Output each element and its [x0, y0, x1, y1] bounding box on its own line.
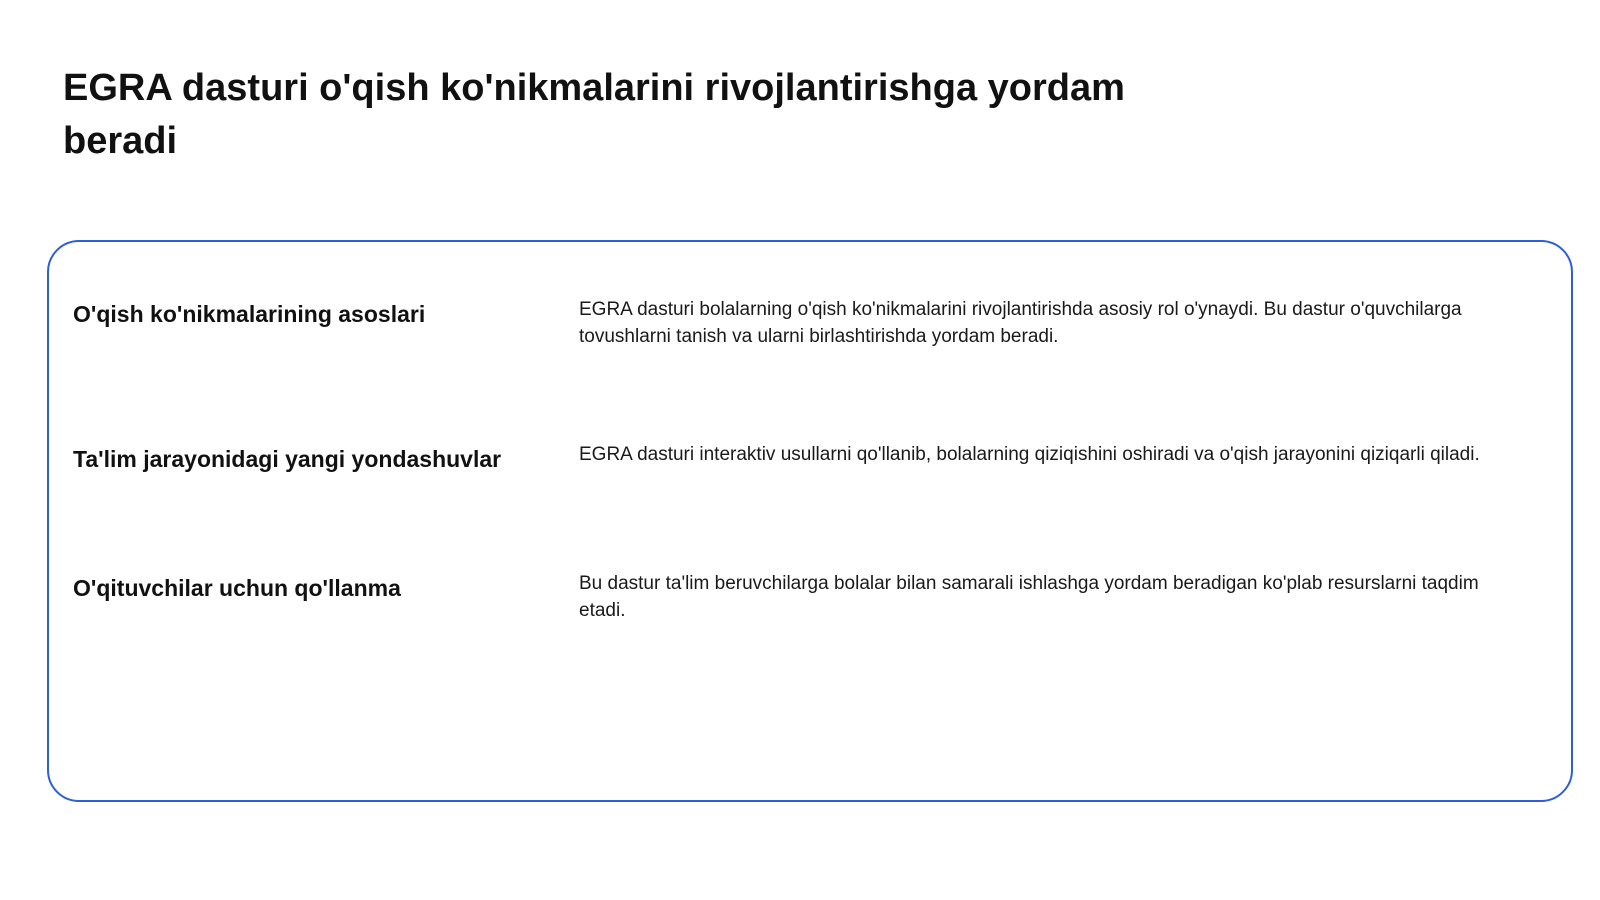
row-heading: O'qish ko'nikmalarining asoslari [73, 301, 426, 327]
row-heading: O'qituvchilar uchun qo'llanma [73, 575, 401, 601]
row-description: Bu dastur ta'lim beruvchilarga bolalar bilan samarali ishlashga yordam beradigan ko'plab resurslarni taqdim etadi. [579, 573, 1479, 621]
slide-title: EGRA dasturi o'qish ko'nikmalarini rivojlantirishga yordam beradi [63, 67, 1125, 162]
content-box [47, 240, 1573, 802]
row-heading: Ta'lim jarayonidagi yangi yondashuvlar [73, 446, 502, 472]
row-description: EGRA dasturi bolalarning o'qish ko'nikmalarini rivojlantirishda asosiy rol o'ynaydi. Bu dastur o'quvchilarga tovushlarni tanish va ularni birlashtirishda yordam beradi. [579, 299, 1462, 347]
row-description: EGRA dasturi interaktiv usullarni qo'llanib, bolalarning qiziqishini oshiradi va o'qish jarayonini qiziqarli qiladi. [579, 444, 1480, 465]
